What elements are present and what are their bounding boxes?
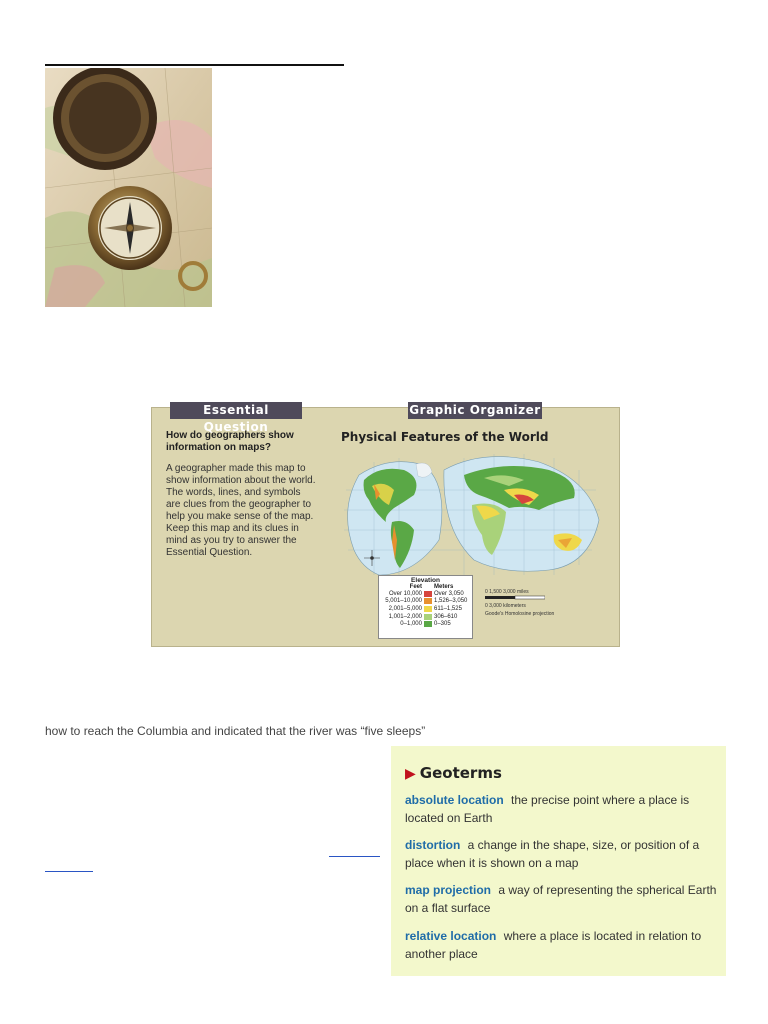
scale-bar-icon [485,595,545,601]
essential-question-panel [151,403,620,647]
legend-title: Elevation [411,577,440,584]
legend-row: 5,001–10,000 1,526–3,050 [385,598,468,605]
geoterm-item [405,927,717,963]
map-title: Physical Features of the World [341,430,549,444]
link-underline[interactable] [329,856,380,857]
geoterm-item [405,836,717,872]
top-rule [45,64,344,66]
triangle-marker-icon: ▶ [405,766,416,782]
scale-km: 0 3,000 kilometers [485,603,526,609]
projection-note: Goode's Homolosine projection [485,611,555,617]
scale-miles: 0 1,500 3,000 miles [485,589,529,595]
geoterms-box [391,746,726,976]
geoterm-term: absolute location [405,793,504,807]
geoterm-definition: the precise point where a place is located on Earth [405,793,690,825]
link-underline[interactable] [45,871,93,872]
graphic-organizer-tab: Graphic Organizer [409,403,541,417]
legend-swatch [424,591,432,597]
legend-swatch [424,621,432,627]
compass-photo [45,68,212,307]
legend-swatch [424,606,432,612]
legend-swatch [424,598,432,604]
legend-row: 2,001–5,000 611–1,525 [388,605,462,612]
caption-text: how to reach the Columbia and indicated that the river was “five sleeps” [45,724,426,738]
world-map [334,450,604,580]
geoterms-title: ▶ Geoterms [405,764,502,782]
legend-swatch [424,614,432,620]
geoterm-item [405,791,717,827]
legend-row: 0–1,000 0–305 [400,621,451,628]
essential-question-tab: Essential Question [170,402,302,419]
map-scale [485,589,595,617]
elevation-legend [378,575,473,639]
essential-question-body: A geographer made this map to show information about the world. The words, lines, and symbols are clues from the geographer to help you make sense of the map. Keep this map and its clues in mind as you try to answer the Essential Question. [166,463,316,558]
geoterm-definition: a change in the shape, size, or position of a place when it is shown on a map [405,838,700,870]
legend-meters-header: Meters [434,584,454,590]
geoterm-term: map projection [405,883,492,897]
geoterm-definition: where a place is located in relation to another place [405,929,702,961]
geoterm-term: distortion [405,838,461,852]
legend-row: 1,001–2,000 306–610 [388,613,458,620]
geoterm-term: relative location [405,929,497,943]
legend-row: Over 10,000 Over 3,050 [388,590,464,597]
geoterm-item [405,881,717,917]
legend-feet-header: Feet [409,584,422,590]
geoterm-definition: a way of representing the spherical Earth on a flat surface [405,883,717,915]
essential-question-heading: How do geographers show information on maps? [166,430,294,453]
